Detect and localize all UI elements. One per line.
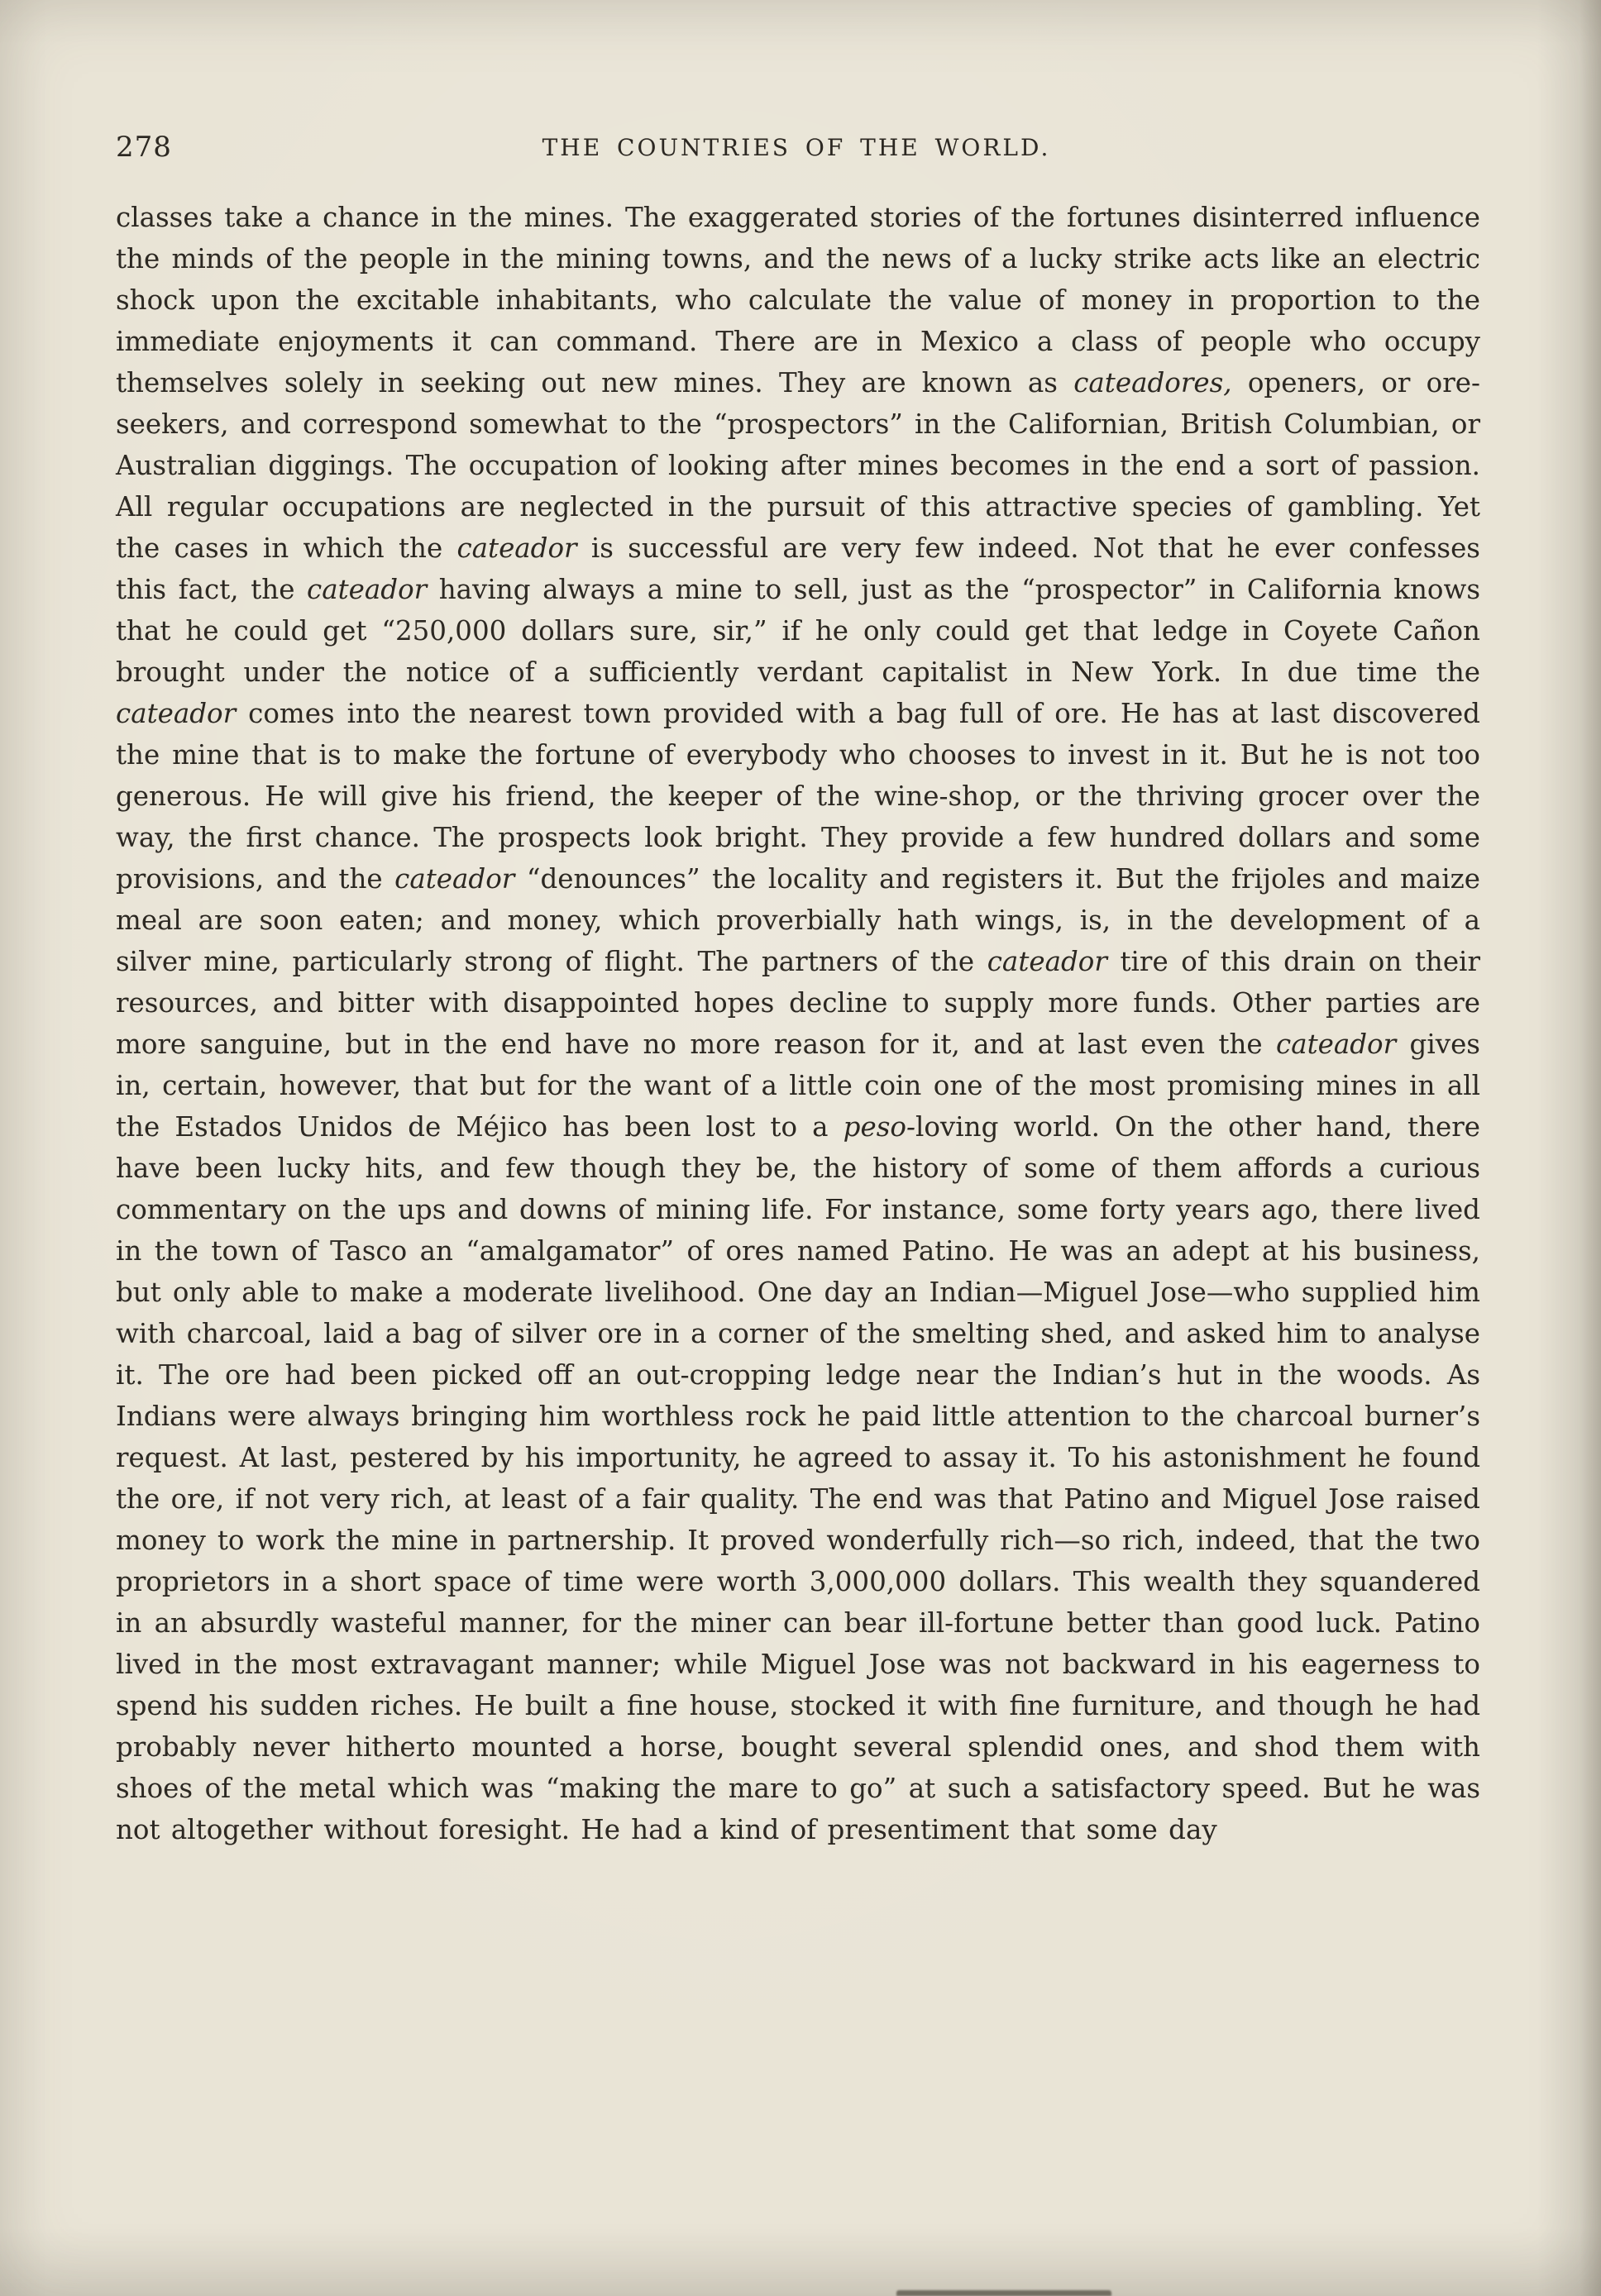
text-run: classes take a chance in the mines. The exaggerated stories of the fortunes disinterred influence the minds of the people in the mining towns, and the news of a lucky strike acts like an electric shock upon the excitable inhabitants, who calculate the value of money in proportion to the immediate enjoyments it can command. There are in Mexico a class of people who occupy themselves solely in seeking out new mines. They are known as [116, 202, 1480, 399]
page-edge-shadow [1579, 0, 1601, 2296]
text-run: gives in, certain, however, that but for the want of a little coin one of the most promising mines in all the Estados Unidos de Méjico has been lost to a [116, 1029, 1480, 1143]
text-run: having always a mine to sell, just as the “prospector” in California knows that he could get “250,000 dollars sure, sir,” if he only could get that ledge in Coyete Cañon brought under the notice of a sufficiently verdant capitalist in New York. In due time the [116, 574, 1480, 688]
running-header: THE COUNTRIES OF THE WORLD. [542, 134, 1051, 161]
text-run: openers, or ore-seekers, and correspond somewhat to the “prospectors” in the Californian, British Columbian, or Australian diggings. The occupation of looking after mines becomes in the end a sort of passion. All regular occupations are neglected in the pursuit of this attractive species of gambling. Yet the cases in which the [116, 367, 1480, 564]
italic-text-run: cateador [1276, 1029, 1397, 1060]
italic-text-run: peso- [843, 1111, 915, 1143]
italic-text-run: cateador [116, 698, 237, 729]
italic-text-run: cateador [307, 574, 428, 605]
text-run: comes into the nearest town provided with a bag full of ore. He has at last discovered the mine that is to make the fortune of everybody who chooses to invest in it. But he is not too generous. He will give his friend, the keeper of the wine-shop, or the thriving grocer over the way, the first chance. The prospects look bright. They provide a few hundred dollars and some provisions, and the [116, 698, 1480, 895]
page-number: 278 [116, 131, 172, 164]
scan-artifact [896, 2290, 1111, 2296]
text-run: “denounces” the locality and registers it. But the frijoles and maize meal are soon eaten; and money, which proverbially hath wings, is, in the development of a silver mine, particularly strong of flight. The partners of the [116, 863, 1480, 977]
italic-text-run: cateador [456, 532, 577, 564]
italic-text-run: cateador [987, 946, 1107, 977]
italic-text-run: cateador [394, 863, 515, 895]
text-run: tire of this drain on their resources, and bitter with disappointed hopes decline to supply more funds. Other parties are more sanguine, but in the end have no more reason for it, and at last even the [116, 946, 1480, 1060]
italic-text-run: cateadores, [1073, 367, 1232, 399]
text-run: loving world. On the other hand, there have been lucky hits, and few though they be, the history of some of them affords a curious commentary on the ups and downs of mining life. For instance, some forty years ago, there lived in the town of Tasco an “amalgamator” of ores named Patino. He was an adept at his business, but only able to make a moderate livelihood. One day an Indian—Miguel Jose—who supplied him with charcoal, laid a bag of silver ore in a corner of the smelting shed, and asked him to analyse it. The ore had been picked off an out-cropping ledge near the Indian’s hut in the woods. As Indians were always bringing him worthless rock he paid little attention to the charcoal burner’s request. At last, pestered by his importunity, he agreed to assay it. To his astonishment he found the ore, if not very rich, at least of a fair quality. The end was that Patino and Miguel Jose raised money to work the mine in partnership. It proved wonderfully rich—so rich, indeed, that the two proprietors in a short space of time were worth 3,000,000 dollars. This wealth they squandered in an absurdly wasteful manner, for the miner can bear ill-fortune better than good luck. Patino lived in the most extravagant manner; while Miguel Jose was not backward in his eagerness to spend his sudden riches. He built a fine house, stocked it with fine furniture, and though he had probably never hitherto mounted a horse, bought several splendid ones, and shod them with shoes of the metal which was “making the mare to go” at such a satisfactory speed. But he was not altogether without foresight. He had a kind of presentiment that some day [116, 1111, 1480, 1845]
text-run: is successful are very few indeed. Not that he ever confesses this fact, the [116, 532, 1480, 605]
body-text [116, 197, 1480, 1850]
page-header [116, 131, 1477, 167]
